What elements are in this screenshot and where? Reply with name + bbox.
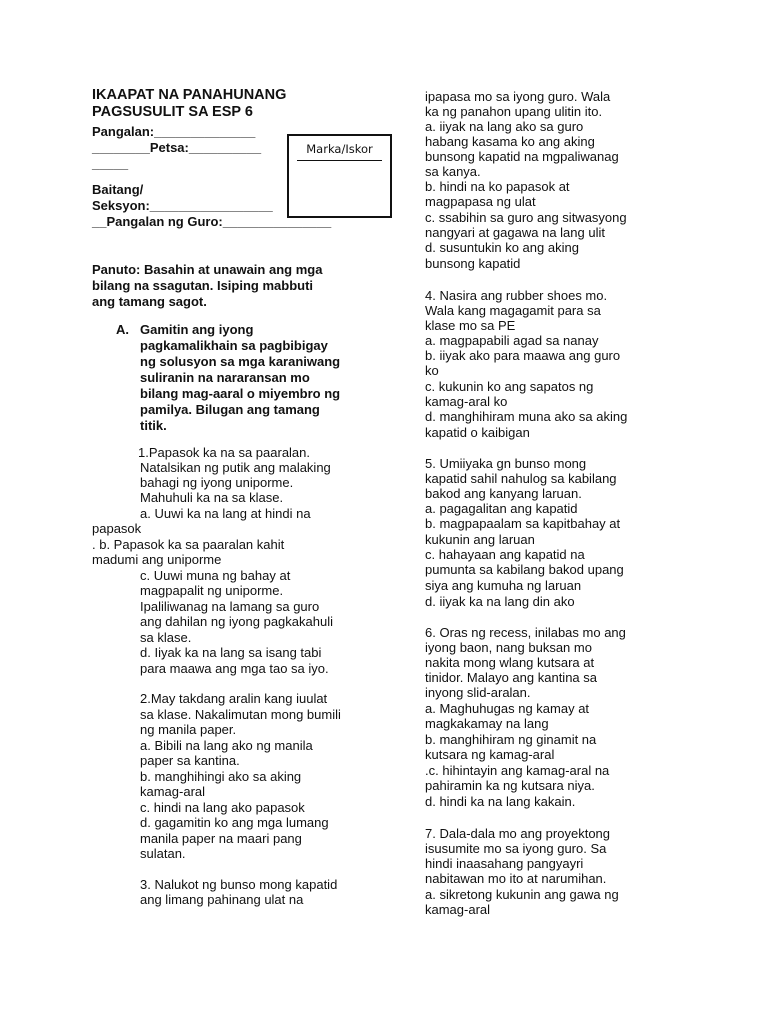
question-5-text: kapatid sahil nahulog sa kabilang bbox=[425, 471, 617, 486]
question-7-text: nabitawan mo ito at narumihan. bbox=[425, 871, 607, 886]
question-1-choice-c: sa klase. bbox=[140, 630, 192, 645]
score-box-label: Marka/Iskor bbox=[306, 142, 373, 156]
section-a-line: pagkamalikhain sa pagbibigay bbox=[140, 338, 328, 353]
exam-title-line-2: PAGSUSULIT SA ESP 6 bbox=[92, 104, 253, 120]
question-4-text: Wala kang magagamit para sa bbox=[425, 303, 601, 318]
question-3-choice-a: sa kanya. bbox=[425, 164, 481, 179]
question-6-text: nakita mong wlang kutsara at bbox=[425, 655, 595, 670]
question-1-choice-a: a. Uuwi ka na lang at hindi na bbox=[140, 506, 311, 521]
instructions-line: Panuto: Basahin at unawain ang mga bbox=[92, 262, 323, 277]
question-3-choice-d: bunsong kapatid bbox=[425, 256, 521, 271]
question-3-choice-b: magpapasa ng ulat bbox=[425, 194, 536, 209]
question-5-choice-b: kukunin ang laruan bbox=[425, 532, 535, 547]
question-7-text: 7. Dala-dala mo ang proyektong bbox=[425, 826, 611, 841]
question-6-text: tinidor. Malayo ang kantina sa bbox=[425, 670, 597, 685]
question-3-choice-a: habang kasama ko ang aking bbox=[425, 134, 595, 149]
question-6-choice-c: .c. hihintayin ang kamag-aral na bbox=[425, 763, 610, 778]
question-6-choice-c: pahiramin ka ng kutsara niya. bbox=[425, 778, 595, 793]
question-1-choice-a: papasok bbox=[92, 521, 142, 536]
question-1-choice-b: madumi ang uniporme bbox=[92, 552, 222, 567]
question-1-choice-b: . b. Papasok ka sa paaralan kahit bbox=[92, 537, 285, 552]
question-4-choice-a: a. magpapabili agad sa nanay bbox=[425, 333, 599, 348]
question-2-choice-d: manila paper na maari pang bbox=[140, 831, 302, 846]
section-a-letter: A. bbox=[116, 322, 129, 337]
question-1-choice-c: ang dahilan ng iyong pagkakahuli bbox=[140, 614, 333, 629]
question-4-text: 4. Nasira ang rubber shoes mo. bbox=[425, 288, 608, 303]
question-1-choice-c: Ipaliliwanag na lamang sa guro bbox=[140, 599, 320, 614]
question-5-text: bakod ang kanyang laruan. bbox=[425, 486, 582, 501]
section-a-line: Gamitin ang iyong bbox=[140, 322, 254, 337]
question-6-choice-a: magkakamay na lang bbox=[425, 716, 549, 731]
question-7-choice-a: a. sikretong kukunin ang gawa ng bbox=[425, 887, 619, 902]
question-1-choice-c: c. Uuwi muna ng bahay at bbox=[140, 568, 291, 583]
section-a-line: titik. bbox=[140, 418, 167, 433]
question-5-choice-d: d. iiyak ka na lang din ako bbox=[425, 594, 575, 609]
section-field: Seksyon:_________________ bbox=[92, 198, 273, 213]
question-4-choice-d: d. manghihiram muna ako sa aking bbox=[425, 409, 628, 424]
instructions-line: bilang na ssagutan. Isiping mabbuti bbox=[92, 278, 314, 293]
question-1-choice-d: para maawa ang mga tao sa iyo. bbox=[140, 661, 329, 676]
question-3-choice-c: c. ssabihin sa guro ang sitwasyong bbox=[425, 210, 627, 225]
question-6-choice-b: b. manghihiram ng ginamit na bbox=[425, 732, 597, 747]
question-2-choice-a: a. Bibili na lang ako ng manila bbox=[140, 738, 313, 753]
question-6-choice-b: kutsara ng kamag-aral bbox=[425, 747, 555, 762]
question-5-choice-a: a. pagagalitan ang kapatid bbox=[425, 501, 578, 516]
question-5-choice-c: pumunta sa kabilang bakod upang bbox=[425, 562, 624, 577]
question-1-text: bahagi ng iyong uniporme. bbox=[140, 475, 294, 490]
question-4-choice-d: kapatid o kaibigan bbox=[425, 425, 530, 440]
question-2-choice-b: b. manghihingi ako sa aking bbox=[140, 769, 302, 784]
question-7-choice-a: kamag-aral bbox=[425, 902, 491, 917]
question-6-choice-a: a. Maghuhugas ng kamay at bbox=[425, 701, 590, 716]
question-1-text: 1.Papasok ka na sa paaralan. bbox=[138, 445, 311, 460]
question-4-choice-b: ko bbox=[425, 363, 439, 378]
question-3-text: ka ng panahon upang ulitin ito. bbox=[425, 104, 603, 119]
question-7-text: hindi inaasahang pangyayri bbox=[425, 856, 584, 871]
instructions-line: ang tamang sagot. bbox=[92, 294, 207, 309]
question-4-text: klase mo sa PE bbox=[425, 318, 516, 333]
question-7-text: isusumite mo sa iyong guro. Sa bbox=[425, 841, 607, 856]
question-2-choice-b: kamag-aral bbox=[140, 784, 206, 799]
question-5-choice-c: siya ang kumuha ng laruan bbox=[425, 578, 582, 593]
question-3-choice-d: d. susuntukin ko ang aking bbox=[425, 240, 579, 255]
section-a-line: pamilya. Bilugan ang tamang bbox=[140, 402, 320, 417]
question-4-choice-c: kamag-aral ko bbox=[425, 394, 508, 409]
question-4-choice-b: b. iiyak ako para maawa ang guro bbox=[425, 348, 621, 363]
question-2-choice-c: c. hindi na lang ako papasok bbox=[140, 800, 305, 815]
question-1-text: Mahuhuli ka na sa klase. bbox=[140, 490, 284, 505]
question-2-choice-a: paper sa kantina. bbox=[140, 753, 240, 768]
date-field: ________Petsa:__________ bbox=[92, 140, 262, 155]
question-3-text: ipapasa mo sa iyong guro. Wala bbox=[425, 89, 611, 104]
section-a-line: bilang mag-aaral o miyembro ng bbox=[140, 386, 341, 401]
question-3-text: 3. Nalukot ng bunso mong kapatid bbox=[140, 877, 338, 892]
question-4-choice-c: c. kukunin ko ang sapatos ng bbox=[425, 379, 594, 394]
question-2-choice-d: sulatan. bbox=[140, 846, 186, 861]
name-field: Pangalan:______________ bbox=[92, 124, 256, 139]
question-3-choice-a: a. iiyak na lang ako sa guro bbox=[425, 119, 584, 134]
question-2-text: sa klase. Nakalimutan mong bumili bbox=[140, 707, 341, 722]
question-5-choice-b: b. magpapaalam sa kapitbahay at bbox=[425, 516, 621, 531]
question-5-choice-c: c. hahayaan ang kapatid na bbox=[425, 547, 585, 562]
question-6-choice-d: d. hindi ka na lang kakain. bbox=[425, 794, 576, 809]
teacher-field: __Pangalan ng Guro:_______________ bbox=[92, 214, 332, 229]
question-3-text: ang limang pahinang ulat na bbox=[140, 892, 304, 907]
score-box bbox=[287, 134, 392, 218]
underline-field: _____ bbox=[92, 156, 129, 171]
exam-title-line-1: IKAAPAT NA PANAHUNANG bbox=[92, 87, 287, 103]
question-1-choice-d: d. Iiyak ka na lang sa isang tabi bbox=[140, 645, 322, 660]
section-a-line: suliranin na nararansan mo bbox=[140, 370, 310, 385]
score-box-rule bbox=[297, 160, 382, 161]
question-1-text: Natalsikan ng putik ang malaking bbox=[140, 460, 331, 475]
question-2-text: 2.May takdang aralin kang iuulat bbox=[140, 691, 328, 706]
question-2-text: ng manila paper. bbox=[140, 722, 237, 737]
question-1-choice-c: magpapalit ng uniporme. bbox=[140, 583, 284, 598]
question-6-text: inyong slid-aralan. bbox=[425, 685, 531, 700]
question-5-text: 5. Umiiyaka gn bunso mong bbox=[425, 456, 587, 471]
question-3-choice-a: bunsong kapatid na mgpaliwanag bbox=[425, 149, 619, 164]
question-6-text: 6. Oras ng recess, inilabas mo ang bbox=[425, 625, 626, 640]
section-a-line: ng solusyon sa mga karaniwang bbox=[140, 354, 341, 369]
question-3-choice-b: b. hindi na ko papasok at bbox=[425, 179, 570, 194]
question-6-text: iyong baon, nang buksan mo bbox=[425, 640, 592, 655]
grade-field: Baitang/ bbox=[92, 182, 144, 197]
question-3-choice-c: nangyari at gagawa na lang ulit bbox=[425, 225, 605, 240]
question-2-choice-d: d. gagamitin ko ang mga lumang bbox=[140, 815, 329, 830]
